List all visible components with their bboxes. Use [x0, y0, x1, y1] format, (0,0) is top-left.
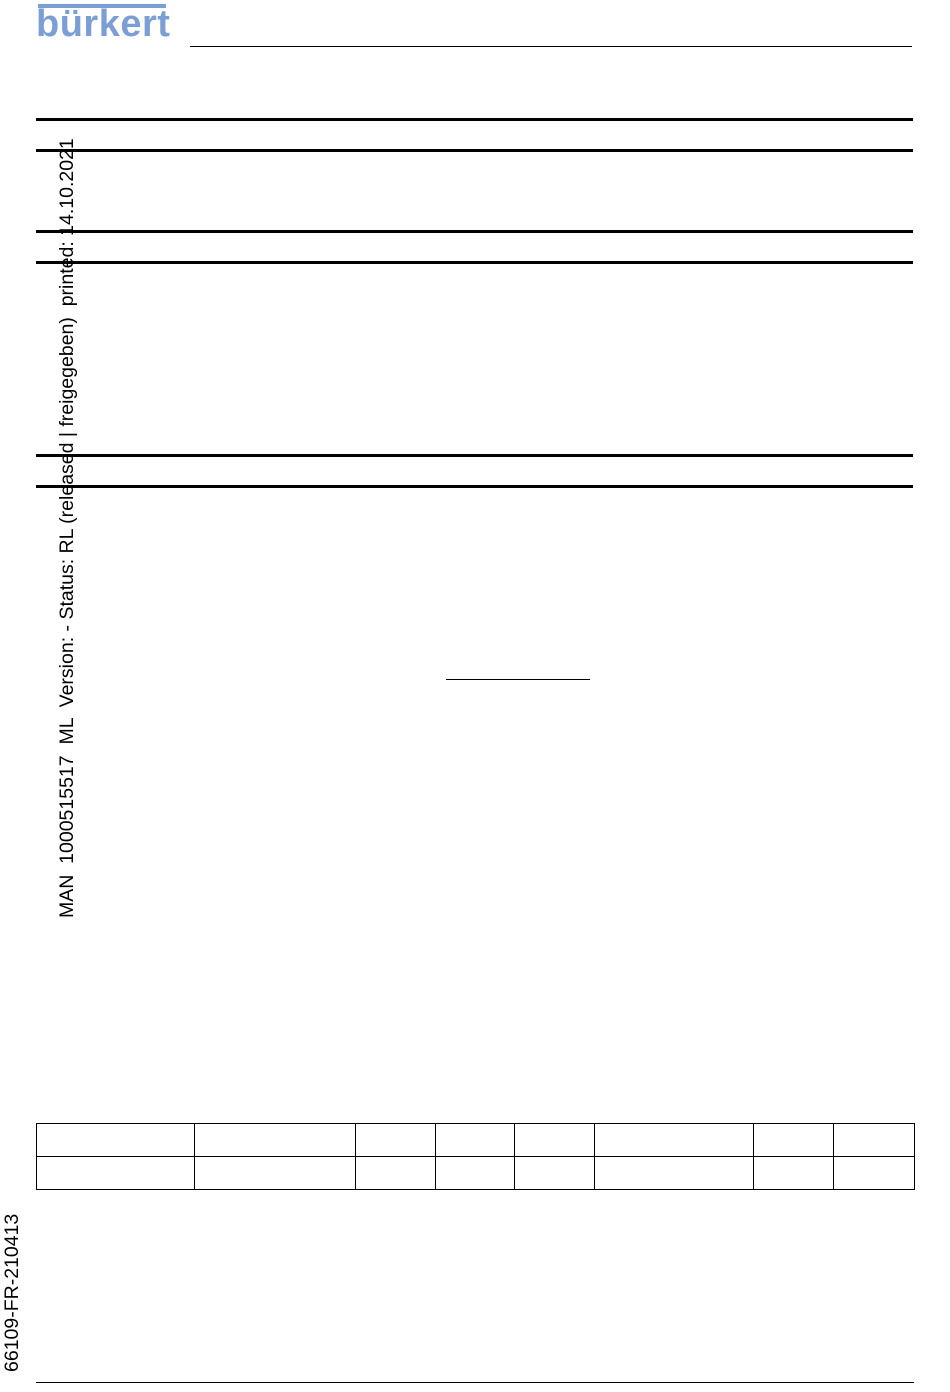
section-rule-1-bottom [36, 149, 913, 152]
logo-text: bürkert [36, 3, 171, 45]
table-cell [195, 1157, 356, 1190]
table-cell [515, 1157, 595, 1190]
table-cell [436, 1157, 515, 1190]
section-rule-2-bottom [36, 261, 913, 264]
table-cell [356, 1124, 436, 1157]
table-cell [515, 1124, 595, 1157]
table-cell [356, 1157, 436, 1190]
table-cell [754, 1124, 834, 1157]
footer-rule [36, 1382, 914, 1383]
revision-table [36, 1123, 915, 1190]
table-row [37, 1157, 915, 1190]
table-cell [436, 1124, 515, 1157]
document-code: 66109-FR-210413 [1, 1213, 23, 1372]
table-cell [37, 1124, 195, 1157]
table-cell [195, 1124, 356, 1157]
table-cell [595, 1157, 754, 1190]
table-cell [834, 1157, 915, 1190]
burkert-logo [36, 4, 170, 44]
table-cell [754, 1157, 834, 1190]
section-rule-3-top [36, 454, 913, 457]
header-rule [190, 46, 912, 47]
section-rule-2-top [36, 230, 913, 233]
section-rule-1-top [36, 118, 913, 121]
section-rule-3-bottom [36, 485, 913, 488]
table-cell [595, 1124, 754, 1157]
signature-line [446, 679, 590, 680]
table-row [37, 1124, 915, 1157]
table-cell [37, 1157, 195, 1190]
document-status-text: MAN 1000515517 ML Version: - Status: RL (released | freigegeben) printed: 14.10.2021 [56, 138, 78, 918]
table-cell [834, 1124, 915, 1157]
